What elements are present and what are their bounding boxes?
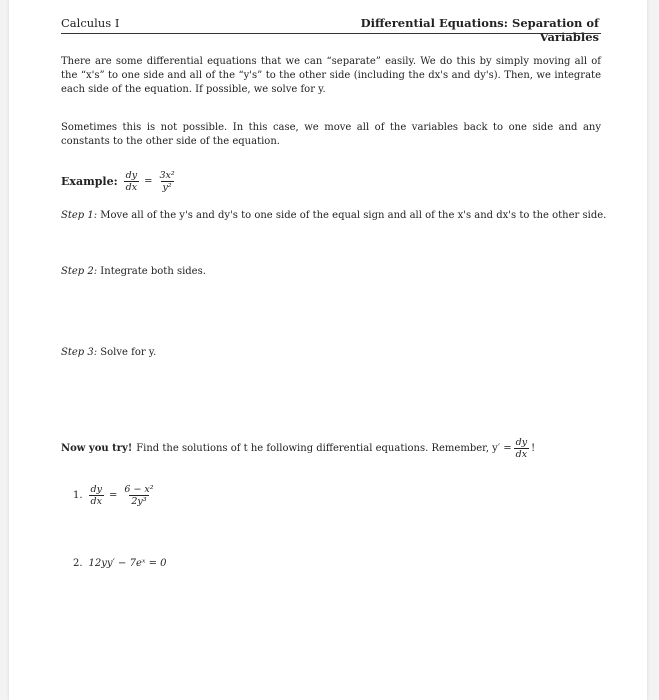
- step-1-label: Step 1:: [61, 210, 98, 221]
- step-2-label: Step 2:: [61, 266, 98, 277]
- example-equals: =: [144, 175, 153, 187]
- course-title: Calculus I: [61, 16, 120, 30]
- problem-1-lhs-numerator: dy: [90, 484, 102, 495]
- problem-2-number: 2.: [73, 558, 83, 569]
- derivative-numerator: dy: [515, 436, 528, 448]
- document-page: [9, 0, 647, 700]
- problem-1: [73, 484, 158, 507]
- problem-1-equals: =: [109, 490, 118, 501]
- step-3-text: Solve for y.: [100, 347, 157, 358]
- derivative-denominator: dx: [515, 448, 528, 460]
- problem-2: [73, 558, 167, 569]
- example-lhs-denominator: dx: [125, 181, 138, 193]
- problem-1-lhs-fraction: [89, 484, 104, 507]
- step-3-label: Step 3:: [61, 347, 98, 358]
- example-rhs-fraction: [157, 170, 176, 193]
- problem-2-expression: 12yy′ − 7eˣ = 0: [88, 558, 167, 569]
- header-divider: [61, 33, 601, 34]
- step-2: [61, 266, 206, 277]
- example-rhs-numerator: 3x²: [159, 169, 175, 181]
- problem-1-rhs-fraction: [122, 484, 155, 507]
- step-3: [61, 347, 156, 358]
- problem-1-rhs-numerator: 6 − x²: [124, 484, 154, 495]
- intro-paragraph-2: Sometimes this is not possible. In this case, we move all of the variables back to one side and any constants to the other side of the equation.: [61, 122, 601, 147]
- section-title: Differential Equations: Separation of Variables: [360, 16, 599, 44]
- now-you-try-label: Now you try!: [61, 442, 133, 454]
- example-lhs-fraction: [124, 170, 139, 193]
- problem-1-rhs-denominator: 2y³: [131, 496, 147, 507]
- step-1: [61, 210, 606, 221]
- example-lhs-numerator: dy: [125, 169, 138, 181]
- example-equation: [61, 166, 179, 196]
- derivative-fraction: [514, 437, 529, 460]
- example-rhs-denominator: y²: [162, 181, 172, 193]
- now-you-try: [61, 434, 535, 462]
- step-1-text: Move all of the y's and dy's to one side of the equal sign and all of the x's and dx's to the other side.: [100, 210, 607, 221]
- step-2-text: Integrate both sides.: [100, 266, 206, 277]
- now-you-try-text: Find the solutions of t he following differential equations. Remember, y′ =: [136, 442, 512, 454]
- intro-paragraph-1: There are some differential equations that we can “separate” easily. We do this by simply moving all of the “x's” to one side and all of the “y's” to the other side (including the dx's and dy's). Then, we integrate each side of the equation. If possible, we solve for y.: [61, 56, 601, 95]
- example-label: Example:: [61, 174, 118, 188]
- problem-1-lhs-denominator: dx: [90, 496, 102, 507]
- now-you-try-end: !: [531, 442, 536, 454]
- problem-1-number: 1.: [73, 490, 83, 501]
